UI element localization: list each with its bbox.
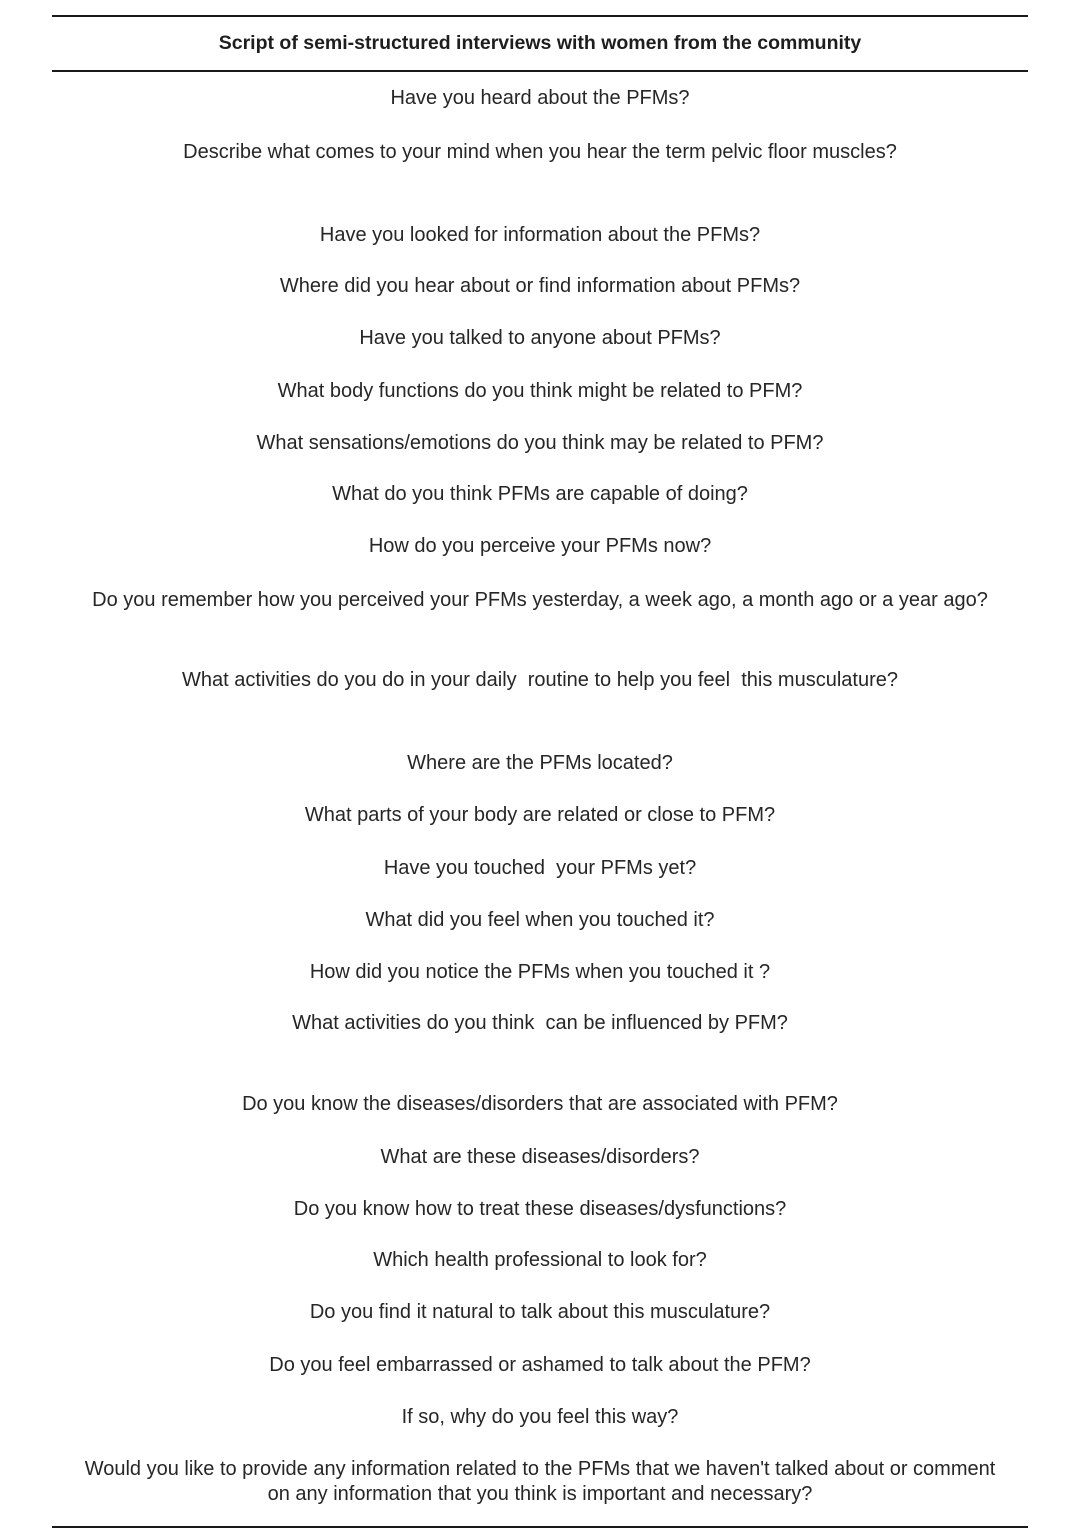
question-20: Do you know how to treat these diseases/dysfunctions?	[293, 1198, 787, 1220]
question-19: What are these diseases/disorders?	[380, 1146, 700, 1168]
question-17: What activities do you think can be influenced by PFM?	[292, 1012, 788, 1034]
question-14: Have you touched your PFMs yet?	[383, 857, 697, 879]
question-15: What did you feel when you touched it?	[365, 909, 715, 931]
question-13: What parts of your body are related or close to PFM?	[304, 804, 776, 826]
table-header: Script of semi-structured interviews with women from the community	[218, 32, 862, 54]
question-4: Where did you hear about or find information about PFMs?	[279, 275, 801, 297]
question-2: Describe what comes to your mind when you hear the term pelvic floor muscles?	[183, 141, 897, 163]
question-23: Do you feel embarrassed or ashamed to talk about the PFM?	[269, 1354, 811, 1376]
question-22: Do you find it natural to talk about this musculature?	[309, 1301, 771, 1323]
question-25: Would you like to provide any information related to the PFMs that we haven't talked about or comment on any information that you think is important and necessary?	[84, 1458, 1001, 1505]
question-12: Where are the PFMs located?	[407, 752, 673, 774]
question-11: What activities do you do in your daily routine to help you feel this musculature?	[182, 669, 898, 691]
question-8: What do you think PFMs are capable of doing?	[332, 483, 748, 505]
interview-script-table	[52, 15, 1028, 1505]
bottom-rule	[52, 1526, 1028, 1528]
question-5: Have you talked to anyone about PFMs?	[359, 327, 721, 349]
question-18: Do you know the diseases/disorders that are associated with PFM?	[242, 1093, 838, 1115]
question-21: Which health professional to look for?	[373, 1249, 707, 1271]
question-16: How did you notice the PFMs when you touched it ?	[309, 961, 771, 983]
question-9: How do you perceive your PFMs now?	[368, 535, 712, 557]
question-3: Have you looked for information about the PFMs?	[319, 224, 761, 246]
header-rule	[52, 70, 1028, 72]
question-24: If so, why do you feel this way?	[401, 1406, 679, 1428]
question-1: Have you heard about the PFMs?	[390, 87, 690, 109]
question-10: Do you remember how you perceived your PFMs yesterday, a week ago, a month ago or a year ago?	[92, 589, 988, 611]
question-6: What body functions do you think might be related to PFM?	[277, 380, 803, 402]
question-7: What sensations/emotions do you think may be related to PFM?	[256, 432, 824, 454]
